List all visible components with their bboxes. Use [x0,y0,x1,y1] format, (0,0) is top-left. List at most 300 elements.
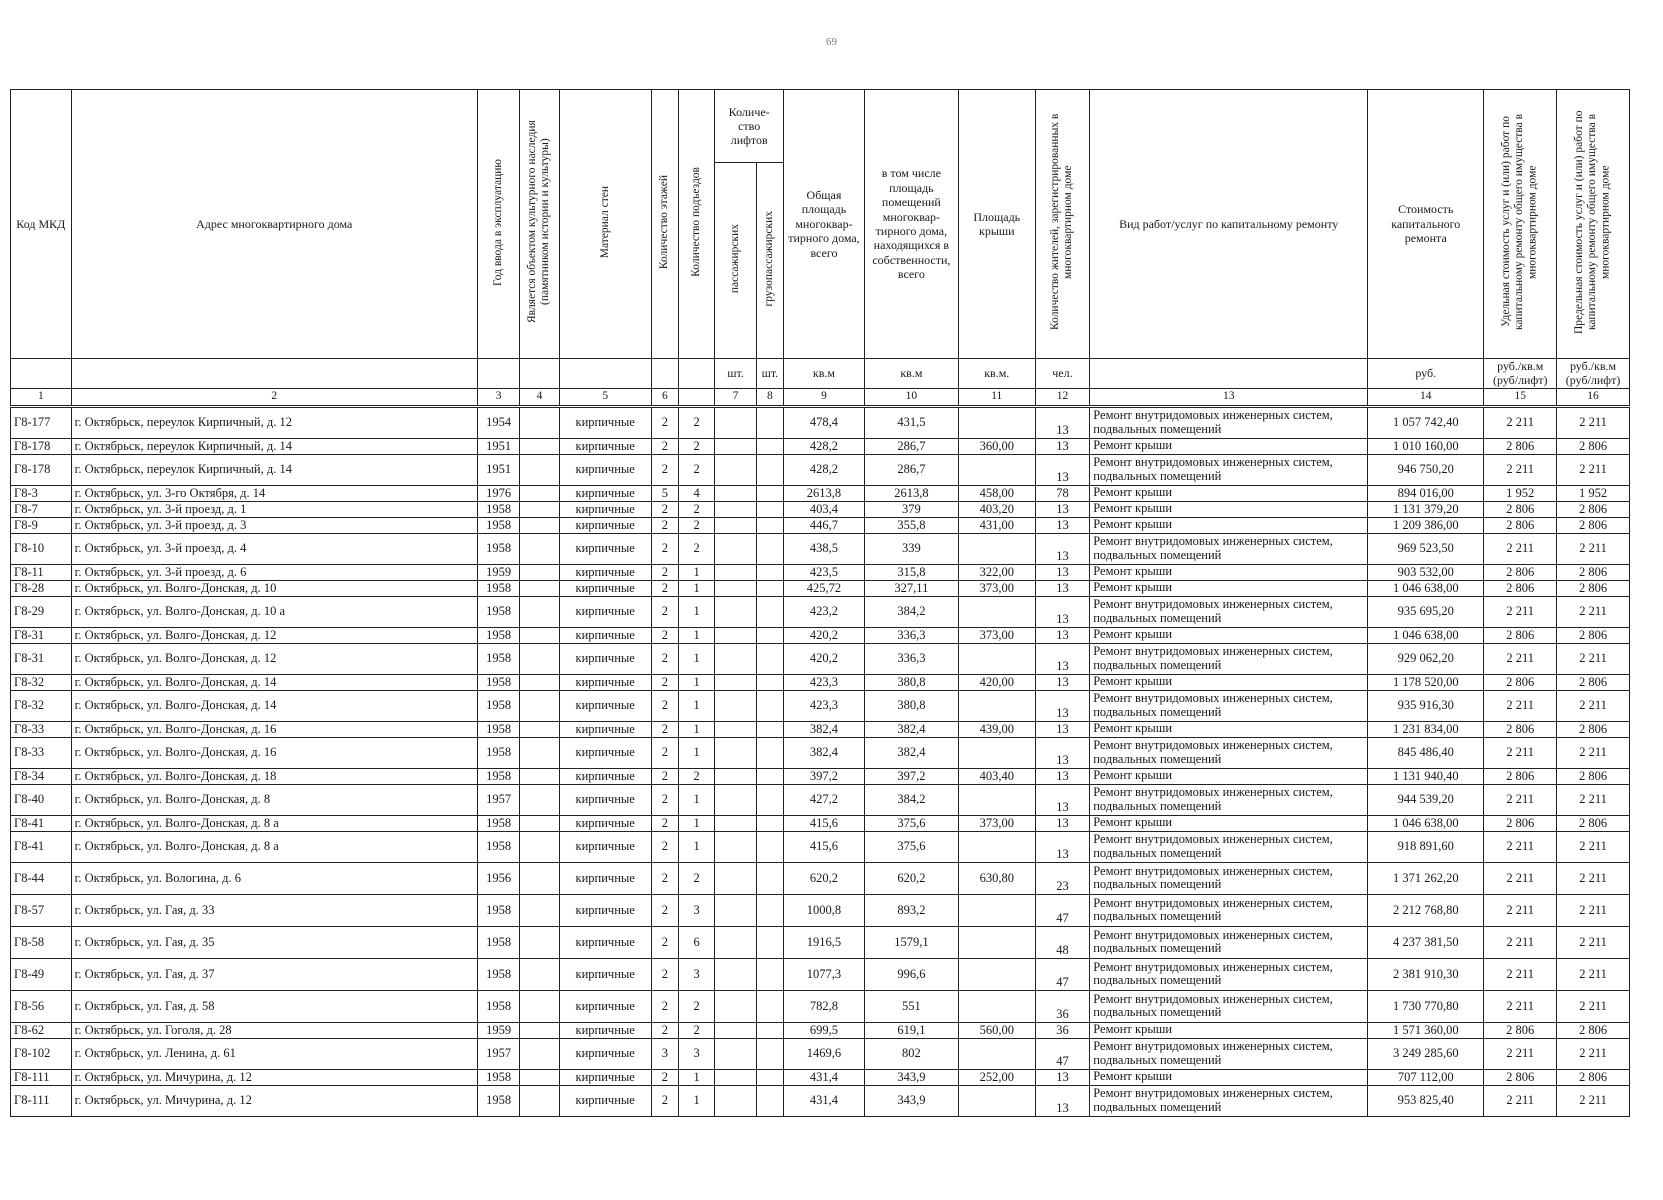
cell-passenger-elevators [715,926,756,958]
cell-work-type: Ремонт внутридомовых инженерных систем, подвальных помещений [1090,643,1368,674]
cell-heritage [520,894,559,926]
table-row [11,958,1630,990]
column-number: 6 [651,388,678,406]
cell-cost: 1 209 386,00 [1368,517,1484,533]
cell-unit-cost: 2 211 [1484,533,1557,564]
cell-unit-cost: 2 211 [1484,926,1557,958]
cell-work-type: Ремонт внутридомовых инженерных систем, подвальных помещений [1090,1038,1368,1069]
cell-max-cost: 2 806 [1557,517,1630,533]
table-row [11,596,1630,627]
header-owned-area: в том числе площадь помещений многоквар-тирного дома, находящихся в собственности, всего [864,90,958,359]
column-number: 12 [1035,388,1090,406]
cell-total-area: 428,2 [784,438,865,454]
cell-unit-cost: 2 211 [1484,596,1557,627]
cell-passenger-elevators [715,643,756,674]
cell-unit-cost: 2 806 [1484,564,1557,580]
cell-walls: кирпичные [559,958,651,990]
column-number [678,388,714,406]
cell-unit-cost: 2 211 [1484,643,1557,674]
cell-floors: 2 [651,1069,678,1085]
cell-max-cost: 2 211 [1557,406,1630,438]
cell-code: Г8-10 [11,533,72,564]
header-unit-cost: Удельная стоимость услуг и (или) работ по капитальному ремонту общего имущества в многоквартирном доме [1484,90,1557,359]
cell-floors: 2 [651,596,678,627]
cell-code: Г8-56 [11,990,72,1022]
cell-cost: 707 112,00 [1368,1069,1484,1085]
cell-passenger-elevators [715,862,756,894]
cell-year: 1951 [477,454,519,485]
cell-code: Г8-32 [11,690,72,721]
cell-entrances: 3 [678,894,714,926]
cell-heritage [520,926,559,958]
column-number: 14 [1368,388,1484,406]
cell-owned-area: 286,7 [864,438,958,454]
cell-max-cost: 2 211 [1557,990,1630,1022]
unit-cell: шт. [715,359,756,389]
cell-cost: 1 057 742,40 [1368,406,1484,438]
cell-max-cost: 2 211 [1557,596,1630,627]
cell-floors: 2 [651,737,678,768]
cell-total-area: 438,5 [784,533,865,564]
cell-floors: 2 [651,958,678,990]
cell-walls: кирпичные [559,768,651,784]
cell-work-type: Ремонт внутридомовых инженерных систем, подвальных помещений [1090,533,1368,564]
cell-entrances: 1 [678,580,714,596]
cell-cargo-elevators [756,721,783,737]
table-row [11,831,1630,862]
cell-heritage [520,784,559,815]
cell-max-cost: 1 952 [1557,485,1630,501]
unit-cell: шт. [756,359,783,389]
cell-roof-area: 252,00 [958,1069,1035,1085]
cell-code: Г8-28 [11,580,72,596]
table-row [11,1022,1630,1038]
cell-walls: кирпичные [559,784,651,815]
cell-code: Г8-58 [11,926,72,958]
cell-owned-area: 336,3 [864,643,958,674]
cell-walls: кирпичные [559,533,651,564]
cell-code: Г8-178 [11,438,72,454]
cell-address: г. Октябрьск, ул. Гая, д. 58 [71,990,477,1022]
cell-total-area: 620,2 [784,862,865,894]
cell-address: г. Октябрьск, ул. Волго-Донская, д. 8 [71,784,477,815]
cell-code: Г8-41 [11,831,72,862]
cell-unit-cost: 2 806 [1484,627,1557,643]
cell-work-type: Ремонт крыши [1090,564,1368,580]
cell-residents: 13 [1035,564,1090,580]
cell-year: 1958 [477,894,519,926]
cell-code: Г8-44 [11,862,72,894]
cell-max-cost: 2 806 [1557,721,1630,737]
cell-roof-area [958,737,1035,768]
cell-entrances: 4 [678,485,714,501]
cell-total-area: 428,2 [784,454,865,485]
cell-work-type: Ремонт внутридомовых инженерных систем, подвальных помещений [1090,990,1368,1022]
cell-year: 1958 [477,1085,519,1116]
cell-max-cost: 2 806 [1557,580,1630,596]
cell-cargo-elevators [756,784,783,815]
cell-cargo-elevators [756,1022,783,1038]
cell-passenger-elevators [715,784,756,815]
cell-floors: 2 [651,926,678,958]
cell-heritage [520,406,559,438]
cell-entrances: 2 [678,517,714,533]
cell-residents: 13 [1035,454,1090,485]
cell-year: 1958 [477,768,519,784]
cell-total-area: 415,6 [784,831,865,862]
cell-walls: кирпичные [559,406,651,438]
cell-passenger-elevators [715,721,756,737]
cell-roof-area [958,454,1035,485]
cell-cost: 1 131 379,20 [1368,501,1484,517]
cell-owned-area: 2613,8 [864,485,958,501]
cell-owned-area: 397,2 [864,768,958,784]
cell-heritage [520,485,559,501]
cell-floors: 3 [651,1038,678,1069]
cell-address: г. Октябрьск, переулок Кирпичный, д. 14 [71,454,477,485]
cell-total-area: 1077,3 [784,958,865,990]
cell-floors: 2 [651,406,678,438]
unit-cell: руб. [1368,359,1484,389]
cell-roof-area [958,533,1035,564]
cell-address: г. Октябрьск, ул. Волго-Донская, д. 16 [71,721,477,737]
table-row [11,643,1630,674]
cell-floors: 2 [651,438,678,454]
cell-total-area: 382,4 [784,721,865,737]
cell-year: 1958 [477,815,519,831]
cell-total-area: 446,7 [784,517,865,533]
cell-total-area: 423,3 [784,690,865,721]
cell-entrances: 2 [678,406,714,438]
cell-residents: 13 [1035,627,1090,643]
cell-work-type: Ремонт крыши [1090,1022,1368,1038]
cell-address: г. Октябрьск, ул. Волго-Донская, д. 18 [71,768,477,784]
header-residents: Количество жителей, зарегистрированных в многоквартирном доме [1035,90,1090,359]
cell-residents: 13 [1035,643,1090,674]
table-row [11,580,1630,596]
cell-max-cost: 2 806 [1557,1069,1630,1085]
cell-residents: 47 [1035,958,1090,990]
cell-work-type: Ремонт внутридомовых инженерных систем, подвальных помещений [1090,926,1368,958]
cell-owned-area: 620,2 [864,862,958,894]
cell-heritage [520,990,559,1022]
header-roof-area: Площадь крыши [958,90,1035,359]
cell-floors: 2 [651,533,678,564]
cell-code: Г8-29 [11,596,72,627]
cell-cost: 946 750,20 [1368,454,1484,485]
table-row [11,784,1630,815]
cell-floors: 2 [651,674,678,690]
cell-heritage [520,721,559,737]
cell-roof-area: 630,80 [958,862,1035,894]
cell-code: Г8-31 [11,627,72,643]
cell-passenger-elevators [715,438,756,454]
table-row [11,990,1630,1022]
cell-code: Г8-7 [11,501,72,517]
cell-year: 1958 [477,517,519,533]
cell-year: 1959 [477,564,519,580]
cell-work-type: Ремонт внутридомовых инженерных систем, подвальных помещений [1090,690,1368,721]
cell-cargo-elevators [756,862,783,894]
cell-max-cost: 2 806 [1557,627,1630,643]
cell-total-area: 1469,6 [784,1038,865,1069]
table-row [11,564,1630,580]
cell-address: г. Октябрьск, ул. 3-й проезд, д. 4 [71,533,477,564]
cell-roof-area [958,784,1035,815]
cell-work-type: Ремонт крыши [1090,580,1368,596]
cell-year: 1976 [477,485,519,501]
cell-passenger-elevators [715,1038,756,1069]
cell-max-cost: 2 806 [1557,768,1630,784]
cell-address: г. Октябрьск, ул. 3-й проезд, д. 6 [71,564,477,580]
cell-passenger-elevators [715,768,756,784]
cell-max-cost: 2 806 [1557,815,1630,831]
cell-max-cost: 2 211 [1557,894,1630,926]
table-row [11,517,1630,533]
cell-cost: 953 825,40 [1368,1085,1484,1116]
cell-cargo-elevators [756,627,783,643]
cell-code: Г8-34 [11,768,72,784]
cell-cost: 1 178 520,00 [1368,674,1484,690]
cell-floors: 2 [651,643,678,674]
cell-entrances: 1 [678,737,714,768]
cell-passenger-elevators [715,737,756,768]
cell-max-cost: 2 211 [1557,1085,1630,1116]
header-max-cost: Предельная стоимость услуг и (или) работ по капитальному ремонту общего имущества в многоквартирном доме [1557,90,1630,359]
cell-owned-area: 619,1 [864,1022,958,1038]
cell-cost: 969 523,50 [1368,533,1484,564]
cell-entrances: 1 [678,690,714,721]
cell-work-type: Ремонт крыши [1090,1069,1368,1085]
table-row [11,485,1630,501]
cell-walls: кирпичные [559,674,651,690]
cell-code: Г8-57 [11,894,72,926]
cell-total-area: 420,2 [784,627,865,643]
table-row [11,406,1630,438]
unit-cell: руб./кв.м (руб/лифт) [1557,359,1630,389]
cell-entrances: 2 [678,768,714,784]
table-row [11,926,1630,958]
cell-work-type: Ремонт внутридомовых инженерных систем, подвальных помещений [1090,596,1368,627]
cell-owned-area: 343,9 [864,1069,958,1085]
cell-address: г. Октябрьск, ул. Ленина, д. 61 [71,1038,477,1069]
cell-max-cost: 2 211 [1557,862,1630,894]
cell-cargo-elevators [756,815,783,831]
cell-walls: кирпичные [559,737,651,768]
cell-year: 1958 [477,958,519,990]
table-row [11,815,1630,831]
cell-year: 1951 [477,438,519,454]
cell-code: Г8-111 [11,1069,72,1085]
cell-total-area: 1916,5 [784,926,865,958]
unit-cell: чел. [1035,359,1090,389]
header-floors: Количество этажей [651,90,678,359]
cell-max-cost: 2 211 [1557,533,1630,564]
cell-year: 1958 [477,721,519,737]
cell-cost: 903 532,00 [1368,564,1484,580]
cell-residents: 13 [1035,406,1090,438]
cell-work-type: Ремонт внутридомовых инженерных систем, подвальных помещений [1090,784,1368,815]
cell-entrances: 1 [678,674,714,690]
cell-work-type: Ремонт крыши [1090,674,1368,690]
cell-residents: 13 [1035,690,1090,721]
table-row [11,768,1630,784]
cell-entrances: 1 [678,815,714,831]
cell-code: Г8-33 [11,721,72,737]
cell-owned-area: 893,2 [864,894,958,926]
cell-address: г. Октябрьск, ул. Волго-Донская, д. 8 а [71,831,477,862]
cell-residents: 13 [1035,1069,1090,1085]
cell-total-area: 423,3 [784,674,865,690]
cell-residents: 13 [1035,517,1090,533]
cell-residents: 13 [1035,501,1090,517]
cell-heritage [520,454,559,485]
cell-address: г. Октябрьск, ул. Волго-Донская, д. 16 [71,737,477,768]
cell-residents: 13 [1035,737,1090,768]
cell-floors: 2 [651,831,678,862]
cell-address: г. Октябрьск, ул. Волго-Донская, д. 12 [71,643,477,674]
column-number: 5 [559,388,651,406]
table-row [11,894,1630,926]
cell-owned-area: 431,5 [864,406,958,438]
cell-walls: кирпичные [559,501,651,517]
cell-entrances: 1 [678,627,714,643]
cell-entrances: 2 [678,862,714,894]
cell-owned-area: 375,6 [864,815,958,831]
cell-floors: 2 [651,815,678,831]
cell-heritage [520,517,559,533]
cell-entrances: 2 [678,1022,714,1038]
cell-unit-cost: 2 806 [1484,1022,1557,1038]
cell-cargo-elevators [756,454,783,485]
cell-total-area: 699,5 [784,1022,865,1038]
cell-work-type: Ремонт внутридомовых инженерных систем, подвальных помещений [1090,958,1368,990]
column-numbers-row [11,388,1630,406]
cell-entrances: 1 [678,721,714,737]
cell-unit-cost: 2 806 [1484,517,1557,533]
cell-total-area: 782,8 [784,990,865,1022]
cell-address: г. Октябрьск, ул. Волго-Донская, д. 10 [71,580,477,596]
table-row [11,737,1630,768]
cell-unit-cost: 2 211 [1484,862,1557,894]
column-number: 1 [11,388,72,406]
cell-heritage [520,737,559,768]
cell-residents: 13 [1035,1085,1090,1116]
cell-code: Г8-49 [11,958,72,990]
cell-year: 1958 [477,1069,519,1085]
cell-residents: 13 [1035,596,1090,627]
column-number: 8 [756,388,783,406]
cell-residents: 13 [1035,784,1090,815]
cell-heritage [520,690,559,721]
cell-residents: 47 [1035,1038,1090,1069]
cell-roof-area: 373,00 [958,580,1035,596]
cell-roof-area [958,596,1035,627]
cell-max-cost: 2 806 [1557,564,1630,580]
cell-residents: 36 [1035,1022,1090,1038]
cell-work-type: Ремонт внутридомовых инженерных систем, подвальных помещений [1090,1085,1368,1116]
cell-floors: 2 [651,768,678,784]
cell-heritage [520,643,559,674]
cell-cost: 944 539,20 [1368,784,1484,815]
cell-work-type: Ремонт внутридомовых инженерных систем, подвальных помещений [1090,454,1368,485]
cell-code: Г8-178 [11,454,72,485]
cell-passenger-elevators [715,564,756,580]
cell-year: 1958 [477,501,519,517]
header-cargo-elevators: грузопассажирских [756,163,783,359]
cell-entrances: 2 [678,533,714,564]
cell-cost: 1 231 834,00 [1368,721,1484,737]
cell-roof-area [958,406,1035,438]
column-number: 3 [477,388,519,406]
cell-unit-cost: 2 211 [1484,1085,1557,1116]
cell-floors: 2 [651,721,678,737]
cell-floors: 2 [651,690,678,721]
cell-heritage [520,768,559,784]
cell-total-area: 423,2 [784,596,865,627]
cell-roof-area: 560,00 [958,1022,1035,1038]
cell-address: г. Октябрьск, ул. Мичурина, д. 12 [71,1069,477,1085]
cell-walls: кирпичные [559,454,651,485]
cell-passenger-elevators [715,1069,756,1085]
cell-roof-area: 420,00 [958,674,1035,690]
cell-floors: 2 [651,894,678,926]
cell-address: г. Октябрьск, ул. Вологина, д. 6 [71,862,477,894]
cell-address: г. Октябрьск, ул. 3-го Октября, д. 14 [71,485,477,501]
cell-roof-area [958,1085,1035,1116]
header-elevators: Количе-ство лифтов [715,90,784,163]
cell-floors: 2 [651,1022,678,1038]
cell-owned-area: 375,6 [864,831,958,862]
table-row [11,721,1630,737]
cell-address: г. Октябрьск, ул. Волго-Донская, д. 14 [71,674,477,690]
cell-roof-area: 458,00 [958,485,1035,501]
cell-cargo-elevators [756,485,783,501]
cell-owned-area: 380,8 [864,690,958,721]
cell-walls: кирпичные [559,1085,651,1116]
cell-roof-area: 322,00 [958,564,1035,580]
cell-entrances: 3 [678,1038,714,1069]
cell-owned-area: 355,8 [864,517,958,533]
cell-code: Г8-31 [11,643,72,674]
cell-address: г. Октябрьск, ул. Волго-Донская, д. 14 [71,690,477,721]
cell-max-cost: 2 211 [1557,958,1630,990]
cell-cargo-elevators [756,438,783,454]
cell-year: 1958 [477,831,519,862]
column-number: 11 [958,388,1035,406]
cell-entrances: 1 [678,596,714,627]
cell-residents: 13 [1035,721,1090,737]
cell-walls: кирпичные [559,580,651,596]
cell-floors: 5 [651,485,678,501]
cell-roof-area [958,831,1035,862]
cell-passenger-elevators [715,580,756,596]
cell-roof-area: 403,20 [958,501,1035,517]
cell-heritage [520,438,559,454]
cell-owned-area: 382,4 [864,737,958,768]
table-body [11,406,1630,1116]
cell-passenger-elevators [715,454,756,485]
cell-total-area: 415,6 [784,815,865,831]
cell-address: г. Октябрьск, ул. Гоголя, д. 28 [71,1022,477,1038]
page-number: 69 [826,36,837,48]
table-row [11,690,1630,721]
cell-walls: кирпичные [559,596,651,627]
cell-roof-area [958,990,1035,1022]
cell-entrances: 1 [678,1085,714,1116]
cell-code: Г8-102 [11,1038,72,1069]
cell-passenger-elevators [715,485,756,501]
